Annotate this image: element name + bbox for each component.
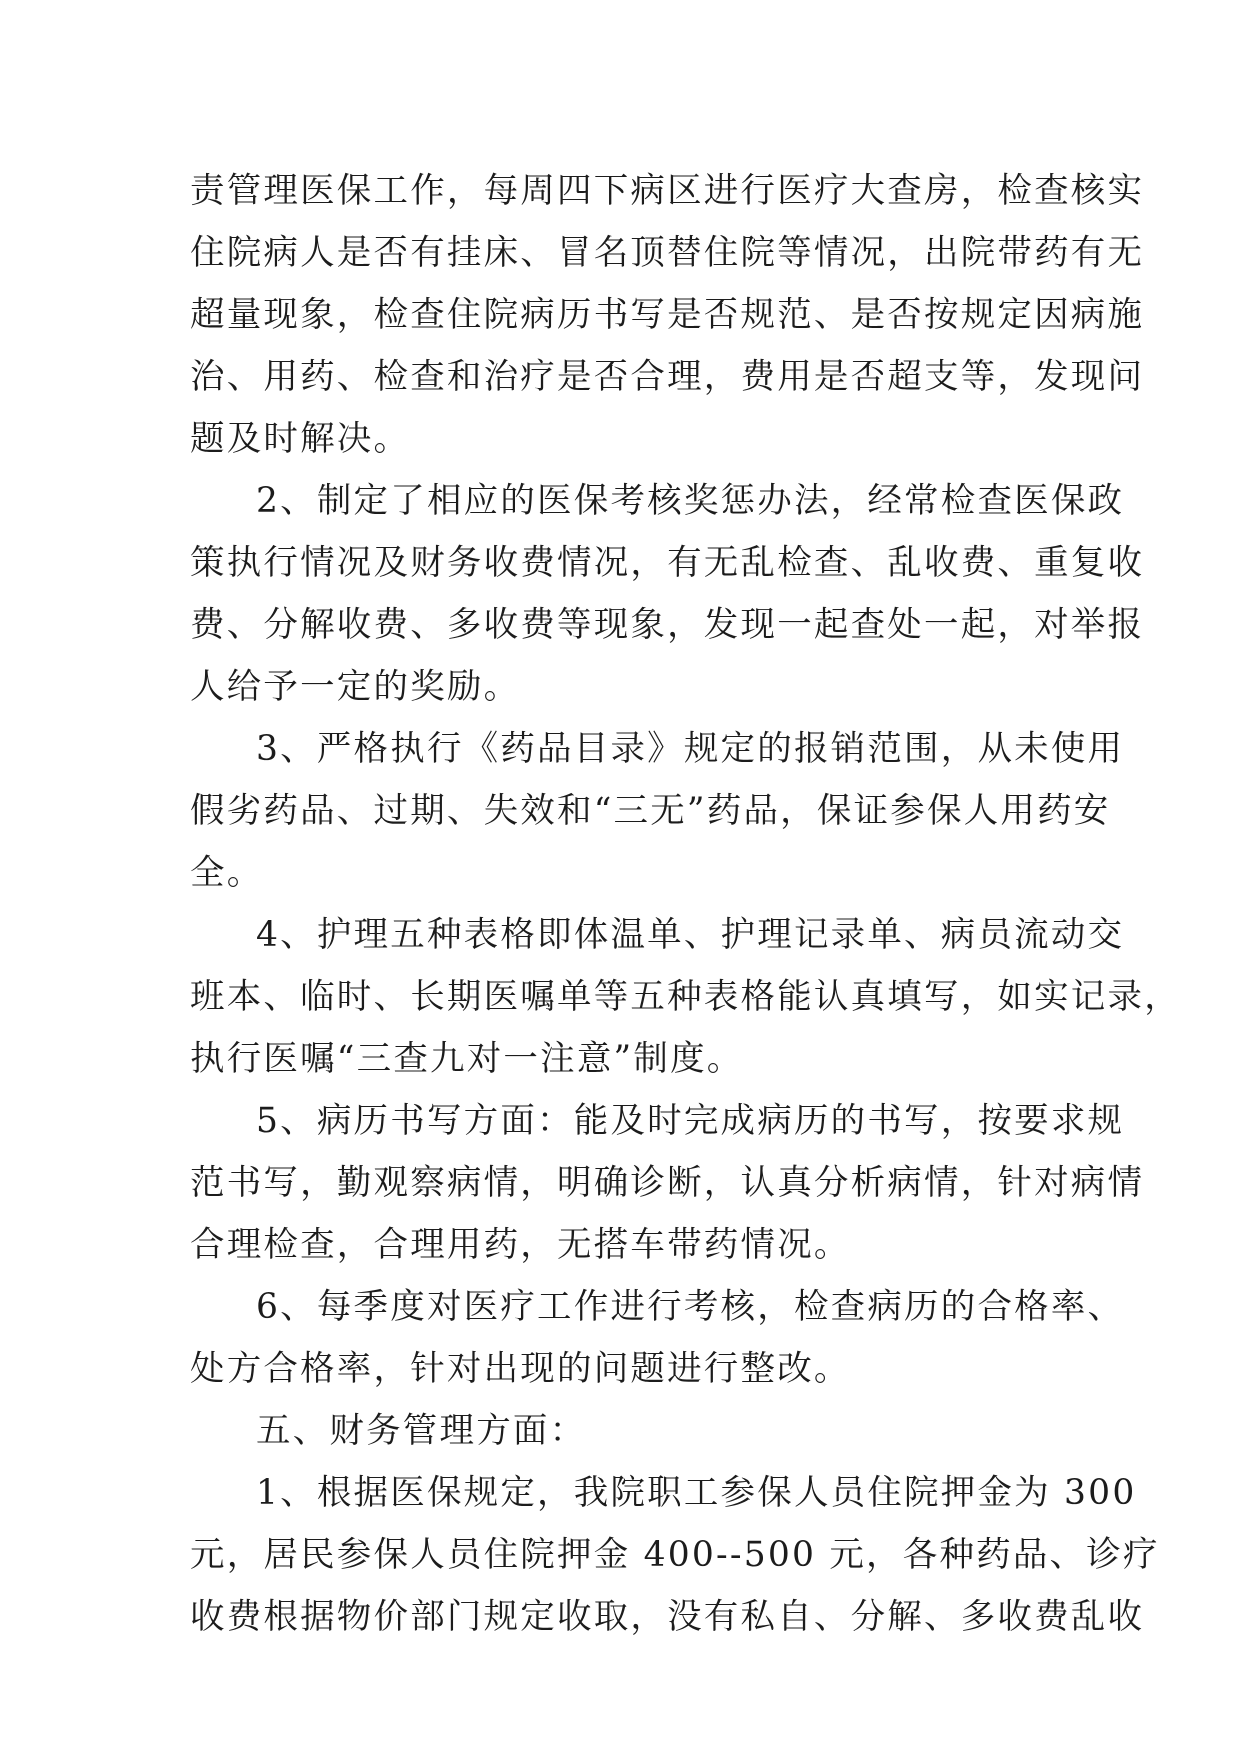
paragraph-start-line: 1、根据医保规定，我院职工参保人员住院押金为 300 <box>256 1473 1137 1513</box>
text-line: 人给予一定的奖励。 <box>190 667 521 707</box>
section-heading: 五、财务管理方面： <box>256 1411 587 1451</box>
paragraph-start-line: 6、每季度对医疗工作进行考核，检查病历的合格率、 <box>256 1287 1125 1327</box>
text-line: 班本、临时、长期医嘱单等五种表格能认真填写，如实记录， <box>190 977 1181 1017</box>
text-line: 合理检查，合理用药，无搭车带药情况。 <box>190 1225 851 1265</box>
document-body <box>190 160 1181 1648</box>
text-line: 治、用药、检查和治疗是否合理，费用是否超支等，发现问 <box>190 357 1145 397</box>
text-line: 策执行情况及财务收费情况，有无乱检查、乱收费、重复收 <box>190 543 1145 583</box>
text-line: 收费根据物价部门规定收取，没有私自、分解、多收费乱收 <box>190 1597 1145 1637</box>
text-line: 假劣药品、过期、失效和“三无”药品，保证参保人用药安 <box>190 791 1111 831</box>
paragraph-start-line: 4、护理五种表格即体温单、护理记录单、病员流动交 <box>256 915 1125 955</box>
text-line: 范书写，勤观察病情，明确诊断，认真分析病情，针对病情 <box>190 1163 1145 1203</box>
text-line: 超量现象，检查住院病历书写是否规范、是否按规定因病施 <box>190 295 1145 335</box>
text-line: 元，居民参保人员住院押金 400--500 元，各种药品、诊疗 <box>190 1535 1160 1575</box>
text-line: 题及时解决。 <box>190 419 411 459</box>
paragraph-start-line: 3、严格执行《药品目录》规定的报销范围，从未使用 <box>256 729 1125 769</box>
text-line: 住院病人是否有挂床、冒名顶替住院等情况，出院带药有无 <box>190 233 1145 273</box>
text-line: 执行医嘱“三查九对一注意”制度。 <box>190 1039 744 1079</box>
text-line: 费、分解收费、多收费等现象，发现一起查处一起，对举报 <box>190 605 1145 645</box>
paragraph-start-line: 5、病历书写方面：能及时完成病历的书写，按要求规 <box>256 1101 1125 1141</box>
paragraph-start-line: 2、制定了相应的医保考核奖惩办法，经常检查医保政 <box>256 481 1125 521</box>
text-line: 责管理医保工作，每周四下病区进行医疗大查房，检查核实 <box>190 171 1145 211</box>
text-line: 全。 <box>190 853 264 893</box>
text-line: 处方合格率，针对出现的问题进行整改。 <box>190 1349 851 1389</box>
